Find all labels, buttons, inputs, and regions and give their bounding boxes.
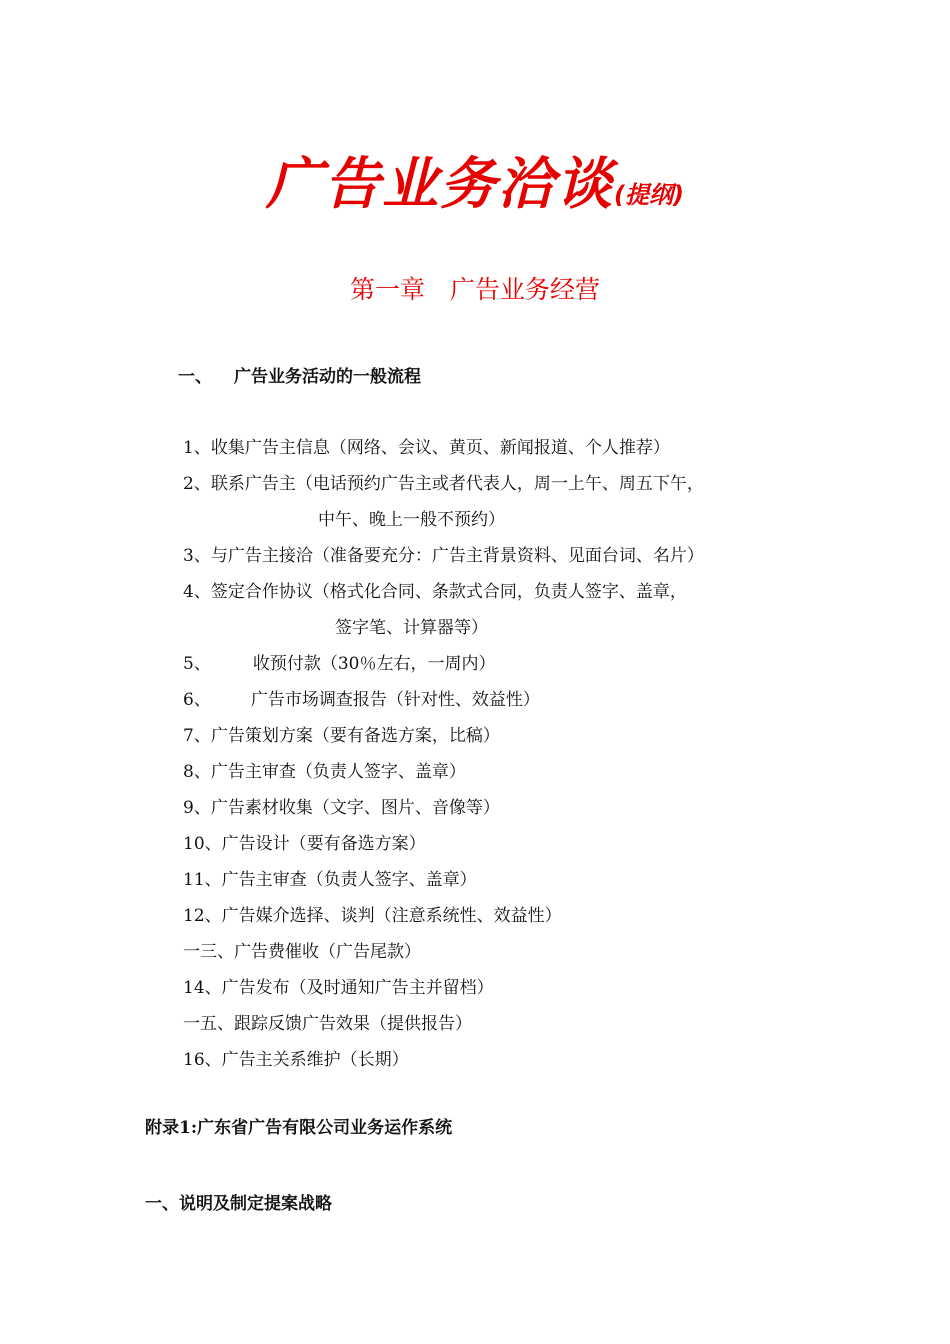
list-item: 12、广告媒介选择、谈判（注意系统性、效益性）: [183, 906, 562, 926]
list-item: 8、广告主审查（负责人签字、盖章）: [183, 762, 466, 782]
step-text: 广告市场调查报告（针对性、效益性）: [250, 690, 540, 710]
title-suffix: (提纲): [614, 181, 684, 209]
list-item: 10、广告设计（要有备选方案）: [183, 834, 426, 854]
title-text: 广告业务洽谈: [266, 152, 615, 217]
list-item: 一五、跟踪反馈广告效果（提供报告）: [183, 1014, 472, 1034]
document-title: [0, 140, 950, 240]
list-item: 16、广告主关系维护（长期）: [183, 1050, 409, 1070]
list-item: 7、广告策划方案（要有备选方案，比稿）: [183, 726, 500, 746]
list-item: 1、收集广告主信息（网络、会议、黄页、新闻报道、个人推荐）: [183, 438, 670, 458]
list-item: 14、广告发布（及时通知广告主并留档）: [183, 978, 494, 998]
list-item: 9、广告素材收集（文字、图片、音像等）: [183, 798, 500, 818]
subsection-heading: 一、说明及制定提案战略: [145, 1194, 332, 1214]
list-item: 2、联系广告主（电话预约广告主或者代表人，周一上午、周五下午，: [183, 474, 704, 494]
appendix-heading: 附录1:广东省广告有限公司业务运作系统: [145, 1118, 453, 1138]
list-item: [183, 682, 923, 718]
process-steps-list: [183, 430, 923, 1078]
section-heading: [178, 364, 421, 390]
list-item: [183, 646, 923, 682]
list-item: 一三、广告费催收（广告尾款）: [183, 942, 421, 962]
step-number: 6、: [183, 690, 211, 710]
list-item: 4、签定合作协议（格式化合同、条款式合同，负责人签字、盖章，: [183, 582, 687, 602]
step-text: 收预付款（30％左右，一周内）: [252, 654, 496, 674]
section-title: 广告业务活动的一般流程: [234, 367, 421, 387]
list-item: 11、广告主审查（负责人签字、盖章）: [183, 870, 477, 890]
list-item: 3、与广告主接洽（准备要充分：广告主背景资料、见面台词、名片）: [183, 546, 704, 566]
step-number: 5、: [183, 654, 211, 674]
list-item-continuation: 中午、晚上一般不预约）: [318, 510, 505, 530]
section-number: 一、: [178, 367, 212, 387]
list-item-continuation: 签字笔、计算器等）: [335, 618, 488, 638]
chapter-title: 第一章 广告业务经营: [349, 275, 600, 304]
